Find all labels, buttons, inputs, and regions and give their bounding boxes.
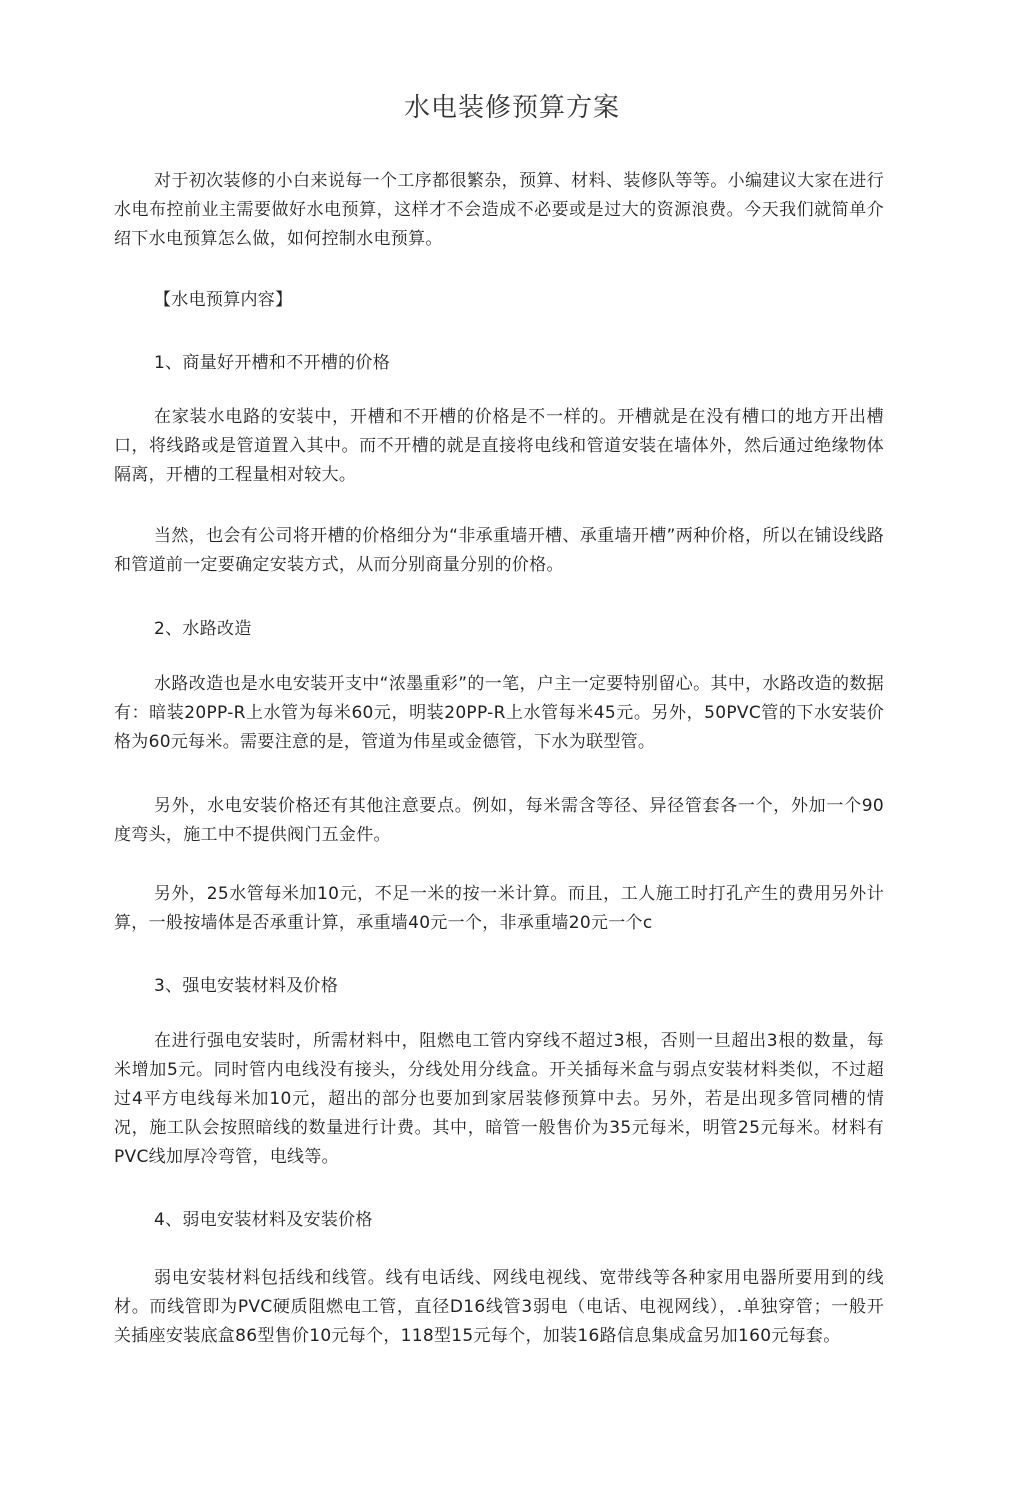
section-2-paragraph-3: 另外，25水管每米加10元，不足一米的按一米计算。而且，工人施工时打孔产生的费用另外计算，一般按墙体是否承重计算，承重墙40元一个，非承重墙20元一个c: [114, 884, 884, 933]
section-2-paragraph-2: 另外，水电安装价格还有其他注意要点。例如，每米需含等径、异径管套各一个，外加一个90度弯头，施工中不提供阀门五金件。: [114, 796, 884, 845]
section-1-paragraph-2: 当然，也会有公司将开槽的价格细分为“非承重墙开槽、承重墙开槽”两种价格，所以在铺设线路和管道前一定要确定安装方式，从而分别商量分别的价格。: [114, 526, 884, 575]
document-title: 水电装修预算方案: [403, 93, 620, 123]
section-2-paragraph-1: 水路改造也是水电安装开支中“浓墨重彩”的一笔，户主一定要特别留心。其中，水路改造的数据有：暗装20PP-R上水管为每米60元，明装20PP-R上水管每米45元。另外，50PVC管的下水安装价格为60元每米。需要注意的是，管道为伟星或金德管，下水为联型管。: [114, 674, 884, 752]
section-heading-3: 3、强电安装材料及价格: [154, 976, 339, 996]
section-heading-4: 4、弱电安装材料及安装价格: [154, 1210, 373, 1230]
section-label: 【水电预算内容】: [154, 290, 293, 310]
section-heading-1: 1、商量好开槽和不开槽的价格: [154, 353, 391, 373]
section-heading-2: 2、水路改造: [154, 619, 252, 639]
intro-paragraph: 对于初次装修的小白来说每一个工序都很繁杂，预算、材料、装修队等等。小编建议大家在进行水电布控前业主需要做好水电预算，这样才不会造成不必要或是过大的资源浪费。今天我们就简单介绍下水电预算怎么做，如何控制水电预算。: [114, 171, 884, 249]
section-3-paragraph-1: 在进行强电安装时，所需材料中，阻燃电工管内穿线不超过3根，否则一旦超出3根的数量，每米增加5元。同时管内电线没有接头，分线处用分线盒。开关插每米盒与弱点安装材料类似，不过超过4平方电线每米加10元，超出的部分也要加到家居装修预算中去。另外，若是出现多管同槽的情况，施工队会按照暗线的数量进行计费。其中，暗管一般售价为35元每米，明管25元每米。材料有PVC线加厚冷弯管，电线等。: [114, 1031, 884, 1167]
section-4-paragraph-1: 弱电安装材料包括线和线管。线有电话线、网线电视线、宽带线等各种家用电器所要用到的线材。而线管即为PVC硬质阻燃电工管，直径D16线管3弱电（电话、电视网线），.单独穿管；一般开关插座安装底盒86型售价10元每个，118型15元每个，加装16路信息集成盒另加160元每套。: [114, 1268, 884, 1346]
section-1-paragraph-1: 在家装水电路的安装中，开槽和不开槽的价格是不一样的。开槽就是在没有槽口的地方开出槽口，将线路或是管道置入其中。而不开槽的就是直接将电线和管道安装在墙体外，然后通过绝缘物体隔离，开槽的工程量相对较大。: [114, 407, 884, 485]
